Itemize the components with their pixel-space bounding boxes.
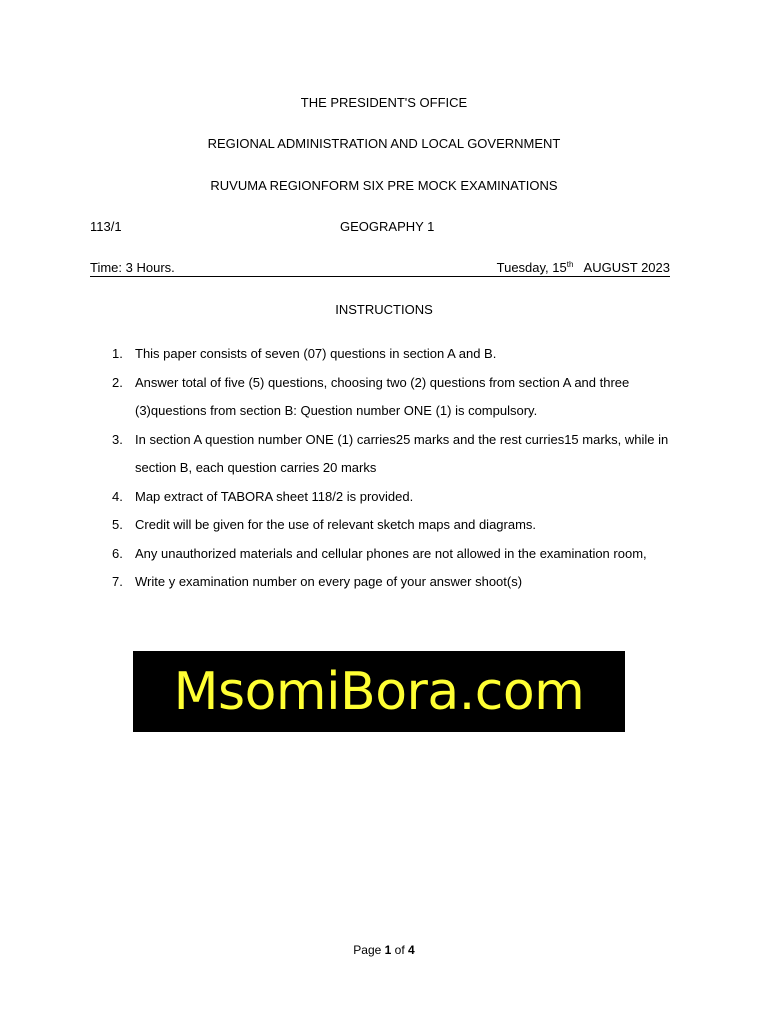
instruction-text: Answer total of five (5) questions, choosing two (2) questions from section A and three (3)questions from section B: Question number ONE (1) is compulsory.: [135, 374, 630, 418]
instruction-item: [0, 568, 768, 597]
exam-date-month-year: AUGUST 2023: [583, 260, 670, 275]
footer-page-word: Page: [353, 943, 382, 957]
instruction-number: 3.: [112, 431, 123, 447]
exam-date: [497, 260, 670, 276]
instruction-item: [0, 426, 768, 483]
instruction-number: 5.: [112, 517, 123, 532]
instruction-text: In section A question number ONE (1) carries25 marks and the rest curries15 marks, while in section B, each question carries 20 marks: [135, 431, 669, 475]
instruction-item: [0, 340, 768, 369]
instruction-text: Any unauthorized materials and cellular phones are not allowed in the examination room,: [135, 545, 647, 561]
exam-date-suffix: th: [566, 260, 574, 269]
instruction-number: 7.: [112, 574, 123, 589]
footer-of-word: of: [394, 943, 405, 957]
instruction-number: 2.: [112, 374, 123, 390]
instruction-item: [0, 540, 768, 569]
instruction-text: This paper consists of seven (07) questions in section A and B.: [135, 346, 497, 361]
header-line-president-office: THE PRESIDENT'S OFFICE: [300, 95, 468, 110]
instruction-number: 6.: [112, 545, 123, 561]
paper-code-row: [90, 219, 670, 235]
instruction-item: [0, 483, 768, 512]
instruction-number: 1.: [112, 346, 123, 361]
page-footer: [0, 943, 768, 957]
paper-code: 113/1: [90, 219, 122, 234]
instruction-text: Write y examination number on every page of your answer shoot(s): [135, 574, 523, 589]
instruction-item: [0, 511, 768, 540]
instruction-number: 4.: [112, 488, 123, 504]
exam-date-day: Tuesday, 15: [496, 260, 567, 275]
header-line-regional-admin: REGIONAL ADMINISTRATION AND LOCAL GOVERNMENT: [207, 136, 561, 151]
instruction-text: Map extract of TABORA sheet 118/2 is provided.: [135, 488, 414, 504]
footer-page-total: 4: [408, 943, 415, 957]
footer-page-number: 1: [384, 943, 392, 957]
exam-duration: Time: 3 Hours.: [90, 260, 175, 275]
instructions-list: [0, 340, 768, 597]
msomibora-logo-banner: [133, 651, 625, 732]
instructions-title: INSTRUCTIONS: [335, 302, 433, 317]
instruction-item: [0, 369, 768, 426]
header-line-exam-title: RUVUMA REGIONFORM SIX PRE MOCK EXAMINATIONS: [210, 178, 558, 193]
paper-subject: GEOGRAPHY 1: [340, 219, 435, 234]
logo-text: MsomiBora.com: [173, 661, 585, 722]
instruction-text: Credit will be given for the use of relevant sketch maps and diagrams.: [135, 517, 537, 532]
time-date-row: [90, 260, 670, 277]
